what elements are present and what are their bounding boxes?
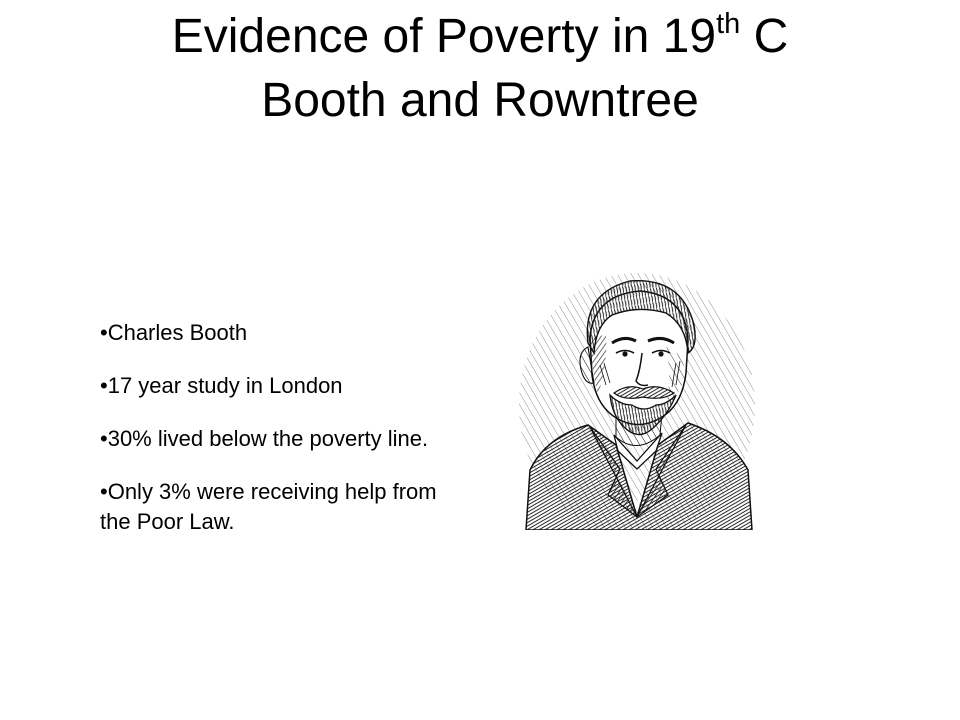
title-text-prefix: Evidence of Poverty in 19 bbox=[171, 10, 717, 63]
bullet-text: Only 3% were receiving help from the Poor Law. bbox=[100, 479, 437, 534]
engraved-portrait-icon bbox=[516, 255, 758, 530]
bullet-icon bbox=[100, 426, 108, 451]
title-text-suffix: C bbox=[740, 10, 789, 63]
bullet-icon bbox=[100, 373, 108, 398]
title-line-2: Booth and Rowntree bbox=[261, 74, 699, 127]
bullet-text: 30% lived below the poverty line. bbox=[107, 426, 429, 451]
bullet-icon bbox=[100, 479, 108, 504]
bullet-item bbox=[100, 371, 470, 401]
bullet-text: Charles Booth bbox=[107, 320, 248, 345]
portrait-image bbox=[516, 255, 758, 530]
slide-title bbox=[40, 8, 920, 130]
title-line-1 bbox=[40, 8, 920, 72]
bullet-item bbox=[100, 424, 470, 454]
bullet-item bbox=[100, 477, 470, 537]
bullet-text: 17 year study in London bbox=[107, 373, 343, 398]
title-superscript: th bbox=[716, 8, 741, 40]
bullet-icon bbox=[100, 320, 108, 345]
bullet-item bbox=[100, 318, 470, 348]
bullet-list bbox=[100, 318, 470, 560]
